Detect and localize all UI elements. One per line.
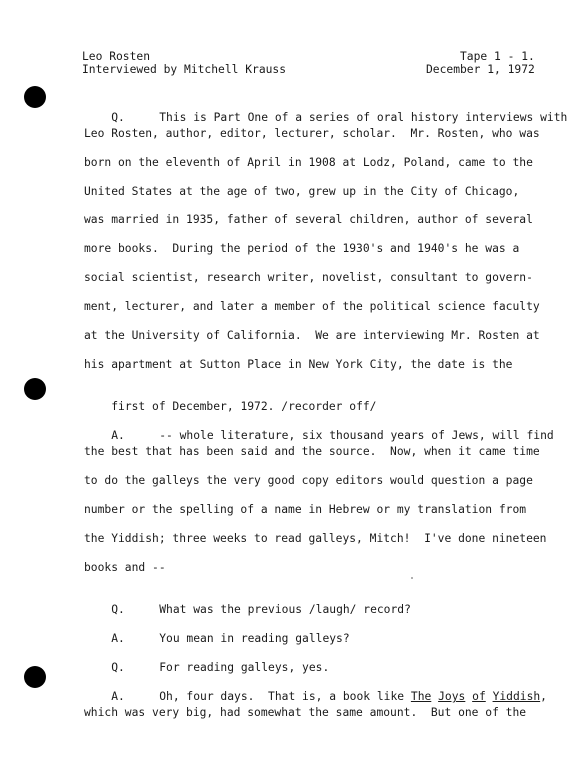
binder-hole-bottom — [24, 666, 46, 688]
stray-mark — [411, 577, 413, 579]
transcript-line: to do the galleys the very good copy editors would question a page — [84, 474, 533, 487]
line-text: Oh, four days. That is, a book like — [159, 690, 405, 703]
transcript-line: number or the spelling of a name in Hebrew or my translation from — [84, 503, 527, 516]
speaker-label: Q. — [111, 603, 125, 616]
transcript-line: the best that has been said and the source. Now, when it came time — [84, 445, 540, 458]
header-date: December 1, 1972 — [426, 63, 535, 76]
transcript-line: books and -- — [84, 561, 166, 574]
line-text: , — [540, 690, 547, 703]
line-text: For reading galleys, yes. — [159, 661, 330, 674]
speaker-label: A. — [111, 632, 125, 645]
transcript-line: United States at the age of two, grew up in the City of Chicago, — [84, 185, 520, 198]
line-text: This is Part One of a series of oral history interviews with — [159, 111, 568, 124]
editorial-note: /laugh/ — [308, 603, 357, 616]
line-text: record? — [363, 603, 411, 616]
line-text: first of December, 1972. — [111, 400, 275, 413]
transcript-line: his apartment at Sutton Place in New York City, the date is the — [84, 358, 513, 371]
book-title-word: of — [472, 690, 486, 703]
line-text: You mean in reading galleys? — [159, 632, 350, 645]
transcript-line: Leo Rosten, author, editor, lecturer, scholar. Mr. Rosten, who was — [84, 127, 540, 140]
transcript-line: social scientist, research writer, novelist, consultant to govern- — [84, 271, 533, 284]
transcript-line: born on the eleventh of April in 1908 at Lodz, Poland, came to the — [84, 156, 533, 169]
editorial-note: /recorder off/ — [281, 400, 377, 413]
transcript-line: which was very big, had somewhat the same amount. But one of the — [84, 706, 527, 719]
binder-hole-top — [24, 86, 46, 108]
header-tape: Tape 1 - 1. — [460, 50, 535, 63]
transcript-line: the Yiddish; three weeks to read galleys, Mitch! I've done nineteen — [84, 532, 547, 545]
book-title-word: Yiddish — [492, 690, 541, 703]
speaker-label: Q. — [111, 111, 125, 124]
transcript-line: more books. During the period of the 1930's and 1940's he was a — [84, 242, 520, 255]
header-interviewer: Interviewed by Mitchell Krauss — [82, 63, 287, 76]
transcript-line: was married in 1935, father of several children, author of several — [84, 213, 533, 226]
speaker-label: A. — [111, 690, 125, 703]
book-title-word: The — [410, 690, 432, 703]
transcript-line: ment, lecturer, and later a member of the political science faculty — [84, 300, 540, 313]
speaker-label: A. — [111, 429, 125, 442]
speaker-label: Q. — [111, 661, 125, 674]
transcript-line: at the University of California. We are interviewing Mr. Rosten at — [84, 329, 540, 342]
book-title-word: Joys — [438, 690, 466, 703]
header-name: Leo Rosten — [82, 50, 151, 63]
line-text: -- whole literature, six thousand years of Jews, will find — [159, 429, 554, 442]
binder-hole-middle — [24, 378, 46, 400]
line-text: What was the previous — [159, 603, 303, 616]
